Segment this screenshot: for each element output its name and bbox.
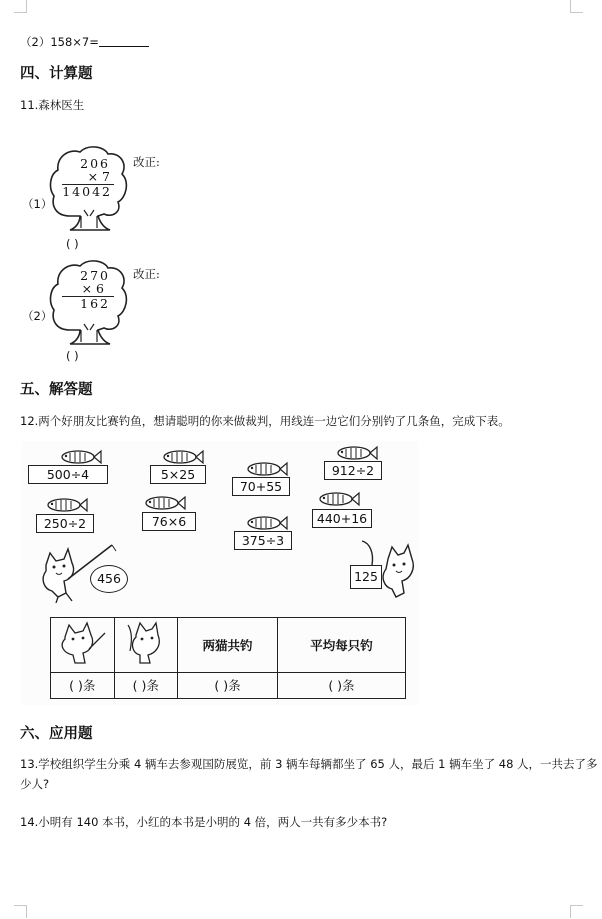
question-text: 12.两个好朋友比赛钓鱼，想请聪明的你来做裁判，用线连一边它们分别钓了几条鱼，完成下表。 <box>20 414 510 428</box>
cat-left-icon <box>57 621 107 665</box>
product: 14042 <box>62 184 112 199</box>
answer-cell[interactable]: ( )条 <box>51 672 115 698</box>
cat-left-value: 456 <box>97 571 121 586</box>
fish-expression[interactable]: 76×6 <box>142 512 196 531</box>
tree-calc <box>58 157 118 198</box>
cat-right-icon <box>126 621 166 665</box>
fish-icon <box>160 449 204 465</box>
header-average: 平均每只钓 <box>277 618 405 673</box>
fish-icon <box>44 497 88 513</box>
part-label: （1） <box>22 197 53 211</box>
section-title: 五、解答题 <box>20 382 93 398</box>
question-text: 13.学校组织学生分乘 4 辆车去参观国防展览，前 3 辆车每辆都坐了 65 人，最后 1 辆车坐了 48 人，一共去了多少人? <box>20 757 598 791</box>
answer-cell[interactable]: ( )条 <box>114 672 178 698</box>
cat-right-cell <box>114 618 178 673</box>
multiplicand: 206 <box>80 156 110 171</box>
fish-icon <box>316 491 360 507</box>
fish-expression[interactable]: 912÷2 <box>324 461 382 480</box>
product: 162 <box>80 296 110 311</box>
cat-left-cell <box>51 618 115 673</box>
answer-parens[interactable]: ( ) <box>66 237 79 251</box>
fish-icon <box>334 445 378 461</box>
fish-icon <box>244 515 288 531</box>
fish-expression[interactable]: 250÷2 <box>36 514 94 533</box>
page-corner-mark <box>14 905 27 918</box>
multiplier: × 7 <box>87 169 110 184</box>
fish-icon <box>244 461 288 477</box>
question-text: （2）158×7= <box>20 35 99 49</box>
section-title: 六、应用题 <box>20 726 93 742</box>
page-corner-mark <box>14 0 27 13</box>
answer-table <box>50 617 406 699</box>
cat-right-value: 125 <box>354 569 378 584</box>
cat-right-sign <box>350 565 382 589</box>
answer-cell[interactable]: ( )条 <box>277 672 405 698</box>
fish-expression[interactable]: 440+16 <box>312 509 372 528</box>
question-2-line <box>20 34 149 50</box>
cat-left-bubble <box>90 565 128 593</box>
correction-label: 改正: <box>133 267 160 281</box>
answer-cell[interactable]: ( )条 <box>178 672 278 698</box>
question-title: 11.森林医生 <box>20 98 85 112</box>
header-total: 两猫共钓 <box>178 618 278 673</box>
multiplicand: 270 <box>80 268 110 283</box>
fish-expression[interactable]: 500÷4 <box>28 465 108 484</box>
fish-icon <box>142 495 186 511</box>
question-text: 14.小明有 140 本书，小红的本书是小明的 4 倍，两人一共有多少本书? <box>20 815 388 829</box>
fish-expression[interactable]: 375÷3 <box>234 531 292 550</box>
fishing-illustration <box>22 441 418 705</box>
fish-expression[interactable]: 5×25 <box>150 465 206 484</box>
answer-parens[interactable]: ( ) <box>66 349 79 363</box>
section-title: 四、计算题 <box>20 66 93 82</box>
tree-calc <box>58 269 118 310</box>
correction-label: 改正: <box>133 155 160 169</box>
answer-blank[interactable] <box>99 35 149 47</box>
page-corner-mark <box>570 0 583 13</box>
multiplier: × 6 <box>81 281 104 296</box>
part-label: （2） <box>22 309 53 323</box>
fish-expression[interactable]: 70+55 <box>232 477 290 496</box>
fish-icon <box>58 449 102 465</box>
page-corner-mark <box>570 905 583 918</box>
